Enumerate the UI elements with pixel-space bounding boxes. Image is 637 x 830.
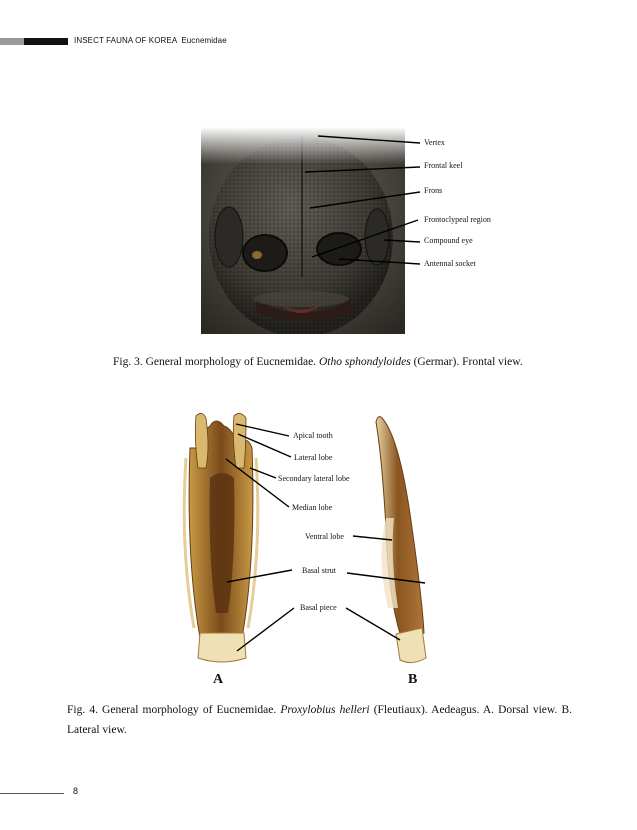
page-number: 8 bbox=[73, 786, 79, 796]
fig4-panel-b: B bbox=[408, 672, 418, 687]
fig3-label-frontal-keel: Frontal keel bbox=[424, 161, 463, 170]
fig4-label-median-lobe: Median lobe bbox=[292, 503, 333, 512]
fig4-label-basal-piece: Basal piece bbox=[300, 603, 337, 612]
fig4-label-secondary-lateral-lobe: Secondary lateral lobe bbox=[278, 474, 350, 483]
fig4-label-ventral-lobe: Ventral lobe bbox=[305, 532, 344, 541]
fig4-species: Proxylobius helleri bbox=[280, 704, 370, 716]
fig3-species: Otho sphondyloides bbox=[319, 356, 411, 368]
fig3-label-frontoclypeal-region: Frontoclypeal region bbox=[424, 215, 491, 224]
fig3-label-vertex: Vertex bbox=[424, 138, 445, 147]
fig3-caption: Fig. 3. General morphology of Eucnemidae. Otho sphondyloides (Germar). Frontal view. bbox=[113, 356, 523, 368]
family-name: Eucnemidae bbox=[181, 36, 227, 45]
fig3-label-antennal-socket: Antennal socket bbox=[424, 259, 476, 268]
fig3-label-compound-eye: Compound eye bbox=[424, 236, 473, 245]
fig4-label-basal-strut: Basal strut bbox=[302, 566, 336, 575]
fig4-caption: Fig. 4. General morphology of Eucnemidae. Proxylobius helleri (Fleutiaux). Aedeagus. A. Dorsal view. B. Lateral view. bbox=[67, 704, 572, 736]
book-title: INSECT FAUNA OF KOREA bbox=[74, 36, 178, 45]
fig3-label-frons: Frons bbox=[424, 186, 443, 195]
footer-rule bbox=[0, 793, 64, 794]
fig4-label-apical-tooth: Apical tooth bbox=[293, 431, 333, 440]
fig4-label-lateral-lobe: Lateral lobe bbox=[294, 453, 333, 462]
fig4-panel-a: A bbox=[213, 672, 224, 687]
